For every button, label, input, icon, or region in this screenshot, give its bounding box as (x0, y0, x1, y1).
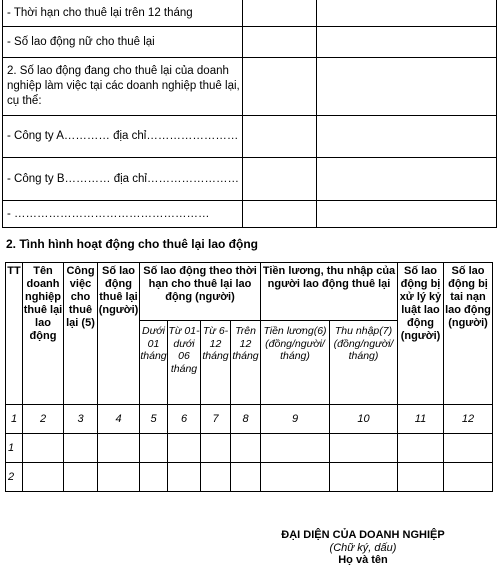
col-header-job: Công việc cho thuê lại (5) (64, 263, 98, 405)
value-cell (243, 158, 317, 201)
col-header-accidents: Số lao động bị tai nạn lao động (người) (444, 263, 493, 405)
data-cell (140, 463, 168, 492)
col-number: 2 (23, 405, 64, 434)
table-row (3, 116, 497, 158)
section-heading: 2. Tình hình hoạt động cho thuê lại lao động (6, 237, 258, 251)
data-cell (140, 434, 168, 463)
value-cell (317, 58, 497, 116)
value-cell (317, 158, 497, 201)
signature-name: Họ và tên (338, 554, 388, 566)
data-cell (398, 434, 444, 463)
col-header-enterprise: Tên doanh nghiệp thuê lại lao động (23, 263, 64, 405)
data-cell (444, 463, 493, 492)
col-number: 12 (444, 405, 493, 434)
data-cell (261, 463, 330, 492)
table-row (6, 463, 493, 492)
row-label: - Số lao động nữ cho thuê lại (3, 27, 243, 58)
table-row (3, 27, 497, 58)
data-cell (98, 434, 140, 463)
col-header-1-to-6-months: Từ 01- dưới 06 tháng (168, 321, 201, 405)
col-number: 3 (64, 405, 98, 434)
data-cell (231, 434, 261, 463)
column-number-row (6, 405, 493, 434)
col-number: 6 (168, 405, 201, 434)
col-number: 9 (261, 405, 330, 434)
col-number: 10 (330, 405, 398, 434)
data-cell (261, 434, 330, 463)
value-cell (317, 116, 497, 158)
value-cell (243, 27, 317, 58)
col-number: 5 (140, 405, 168, 434)
table-row (3, 58, 497, 116)
row-label: 2. Số lao động đang cho thuê lại của doanh nghiệp làm việc tại các doanh nghiệp thuê lại, cụ thể: (3, 58, 243, 116)
row-number: 1 (6, 434, 23, 463)
value-cell (243, 0, 317, 27)
col-header-term-group: Số lao động theo thời hạn cho thuê lại lao động (người) (140, 263, 261, 321)
col-header-workers: Số lao động thuê lại (người) (98, 263, 140, 405)
data-cell (330, 463, 398, 492)
header-row (6, 263, 493, 321)
value-cell (243, 201, 317, 228)
data-cell (201, 463, 231, 492)
leasing-operations-table (5, 262, 493, 492)
col-header-income: Thu nhập(7) (đồng/người/ tháng) (330, 321, 398, 405)
data-cell (168, 434, 201, 463)
col-header-wage-group: Tiền lương, thu nhập của người lao động thuê lại (261, 263, 398, 321)
signature-block (258, 529, 468, 567)
row-label: - Công ty B………… địa chỉ…………………… (3, 158, 243, 201)
signature-title: ĐẠI DIỆN CỦA DOANH NGHIỆP (281, 529, 445, 541)
row-label: - …………………………………………… (3, 201, 243, 228)
col-header-over-12-months: Trên 12 tháng (231, 321, 261, 405)
data-cell (444, 434, 493, 463)
data-cell (201, 434, 231, 463)
row-number: 2 (6, 463, 23, 492)
data-cell (330, 434, 398, 463)
data-cell (23, 434, 64, 463)
col-header-tt: TT (6, 263, 23, 405)
table-row (3, 158, 497, 201)
col-header-wage: Tiền lương(6) (đồng/người/ tháng) (261, 321, 330, 405)
row-label: - Công ty A………… địa chỉ…………………… (3, 116, 243, 158)
col-number: 1 (6, 405, 23, 434)
data-cell (168, 463, 201, 492)
table-row (3, 201, 497, 228)
data-cell (23, 463, 64, 492)
table-row (6, 434, 493, 463)
col-header-6-to-12-months: Từ 6-12 tháng (201, 321, 231, 405)
data-cell (398, 463, 444, 492)
value-cell (243, 116, 317, 158)
col-number: 7 (201, 405, 231, 434)
table-row (3, 0, 497, 27)
data-cell (64, 463, 98, 492)
value-cell (317, 201, 497, 228)
col-header-under-1-month: Dưới 01 tháng (140, 321, 168, 405)
data-cell (64, 434, 98, 463)
data-cell (231, 463, 261, 492)
col-number: 8 (231, 405, 261, 434)
value-cell (317, 0, 497, 27)
col-header-disciplined: Số lao động bị xử lý kỷ luật lao động (người) (398, 263, 444, 405)
workers-summary-table (2, 0, 497, 228)
value-cell (317, 27, 497, 58)
col-number: 11 (398, 405, 444, 434)
data-cell (98, 463, 140, 492)
col-number: 4 (98, 405, 140, 434)
signature-note: (Chữ ký, dấu) (329, 541, 397, 554)
value-cell (243, 58, 317, 116)
row-label: - Thời hạn cho thuê lại trên 12 tháng (3, 0, 243, 27)
